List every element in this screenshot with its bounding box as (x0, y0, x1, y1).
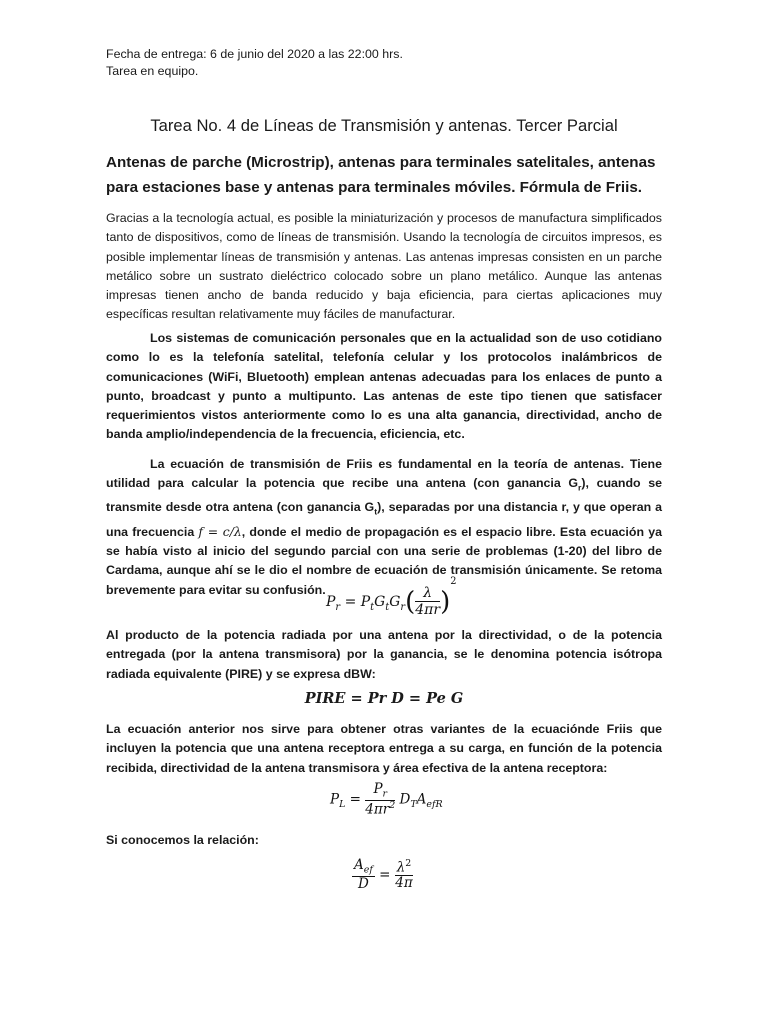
load-fraction (365, 782, 395, 818)
relation-num-sub: ef (363, 864, 373, 876)
frequency-formula: f = c/λ (198, 523, 242, 539)
friis-equation: $P_r = P_tG_tG_r$( $\frac{\lambda}{4\pi r}$ )$^2$ (326, 576, 457, 619)
friis-pt-sub: t (370, 601, 375, 613)
relation-lambda-sup: 2 (405, 857, 412, 869)
paragraph-6: Si conocemos la relación: (106, 833, 259, 847)
load-lhs-sub: L (339, 799, 346, 811)
friis-exponent: 2 (450, 576, 457, 587)
relation-num-a: A (354, 857, 364, 873)
load-denominator (365, 801, 395, 818)
document-subtitle: Antenas de parche (Microstrip), antenas para terminales satelitales, antenas para estaciones base y antenas para terminales móviles. Fórmula de Friis. (106, 154, 656, 196)
friis-gt-sub: t (385, 601, 390, 613)
relation-right-fraction (395, 859, 414, 892)
friis-pt: P (360, 594, 371, 610)
team-note: Tarea en equipo. (106, 64, 199, 78)
load-den-sup: 2 (389, 800, 396, 812)
friis-fraction (415, 586, 440, 618)
gain-t-subscript: t (374, 506, 378, 517)
friis-denominator: 4πr (415, 602, 441, 619)
paragraph-3-part-b: ), cuando se transmite desde otra antena (con ganancia G (106, 476, 663, 515)
relation-equals: = (379, 866, 391, 883)
friis-gr-sub: r (400, 601, 406, 613)
load-lhs: P (330, 791, 340, 808)
friis-gt: G (374, 594, 386, 610)
relation-left-numerator (352, 858, 375, 877)
relation-equation (352, 858, 413, 893)
relation-left-fraction (352, 858, 375, 893)
friis-numerator: λ (415, 586, 440, 602)
paragraph-3-part-c: ), separadas por una distancia r, y que operan a una frecuencia (106, 500, 663, 539)
pire-equation: PIRE = Pr D = Pe G (304, 690, 464, 707)
friis-lhs: P (326, 594, 336, 610)
load-a: A (416, 791, 427, 808)
due-date: Fecha de entrega: 6 de junio del 2020 a las 22:00 hrs. (106, 47, 403, 61)
load-d: D (399, 791, 411, 808)
load-num-sub: r (382, 788, 388, 800)
friis-lhs-sub: r (335, 601, 341, 613)
load-power-equation (330, 782, 443, 818)
paragraph-4: Al producto de la potencia radiada por una antena por la directividad, o de la potencia entregada (por la antena transmisora) por la ganancia, se le denomina potencia isótropa radiada equivalente (PIRE) y se expresa dBW: (106, 628, 662, 681)
friis-gr: G (389, 594, 401, 610)
paragraph-5: La ecuación anterior nos sirve para obtener otras variantes de la ecuaciónde Friis que incluyen la potencia que una antena receptora entrega a su carga, en función de la potencia recibida, directividad de la antena transmisora y área efectiva de la antena receptora: (106, 722, 662, 775)
relation-right-denominator: 4π (395, 875, 413, 892)
load-num-p: P (373, 781, 383, 797)
friis-equals: = (344, 594, 357, 610)
gain-r-subscript: r (578, 482, 582, 493)
load-equals: = (349, 791, 361, 808)
paragraph-1: Gracias a la tecnología actual, es posible la miniaturización y procesos de manufactura simplificados tanto de dispositivos, como de líneas de transmisión. Usando la tecnología de circuitos impresos, es posible implementar líneas de transmisión y antenas. Las antenas impresas consisten en un parche metálico sobre un sustrato dieléctrico colocado sobre un plano metálico. Aunque las antenas impresas tienen ancho de banda reducido y baja eficiencia, para ciertas aplicaciones muy específicas resultan relativamente muy fáciles de manufacturar. (106, 211, 662, 322)
paragraph-2: Los sistemas de comunicación personales que en la actualidad son de uso cotidiano como lo es la telefonía satelital, telefonía celular y los protocolos inalámbricos de comunicaciones (WiFi, Bluetooth) emplean antenas adecuadas para los enlaces de punto a punto, broadcast y punto a multipunto. Las antenas de este tipo tienen que satisfacer requerimientos vistos anteriormente como lo es una alta ganancia, directividad, ancho de banda amplio/independencia de la frecuencia, eficiencia, etc. (106, 331, 662, 442)
load-d-sub: T (410, 799, 417, 811)
relation-lambda: λ (396, 859, 406, 876)
paragraph-3-part-d: , donde el medio de propagación es el espacio libre. Esta ecuación ya se había visto al inicio del segundo parcial con una serie de problemas (1-20) del libro de Cardama, aunque ahí se le dio el nombre de ecuación de transmisión únicamente. Se retoma brevemente para evitar su confusión. (106, 524, 662, 597)
relation-left-denominator: D (358, 876, 369, 893)
load-a-sub: efR (426, 799, 443, 811)
load-numerator (365, 782, 395, 801)
load-den-text: 4πr (365, 801, 390, 818)
paragraph-3-part-a: La ecuación de transmisión de Friis es fundamental en la teoría de antenas. Tiene utilidad para calcular la potencia que recibe una antena (con ganancia G (106, 457, 662, 491)
document-title: Tarea No. 4 de Líneas de Transmisión y antenas. Tercer Parcial (150, 116, 618, 135)
relation-right-numerator (395, 859, 414, 876)
header-meta (106, 46, 403, 80)
